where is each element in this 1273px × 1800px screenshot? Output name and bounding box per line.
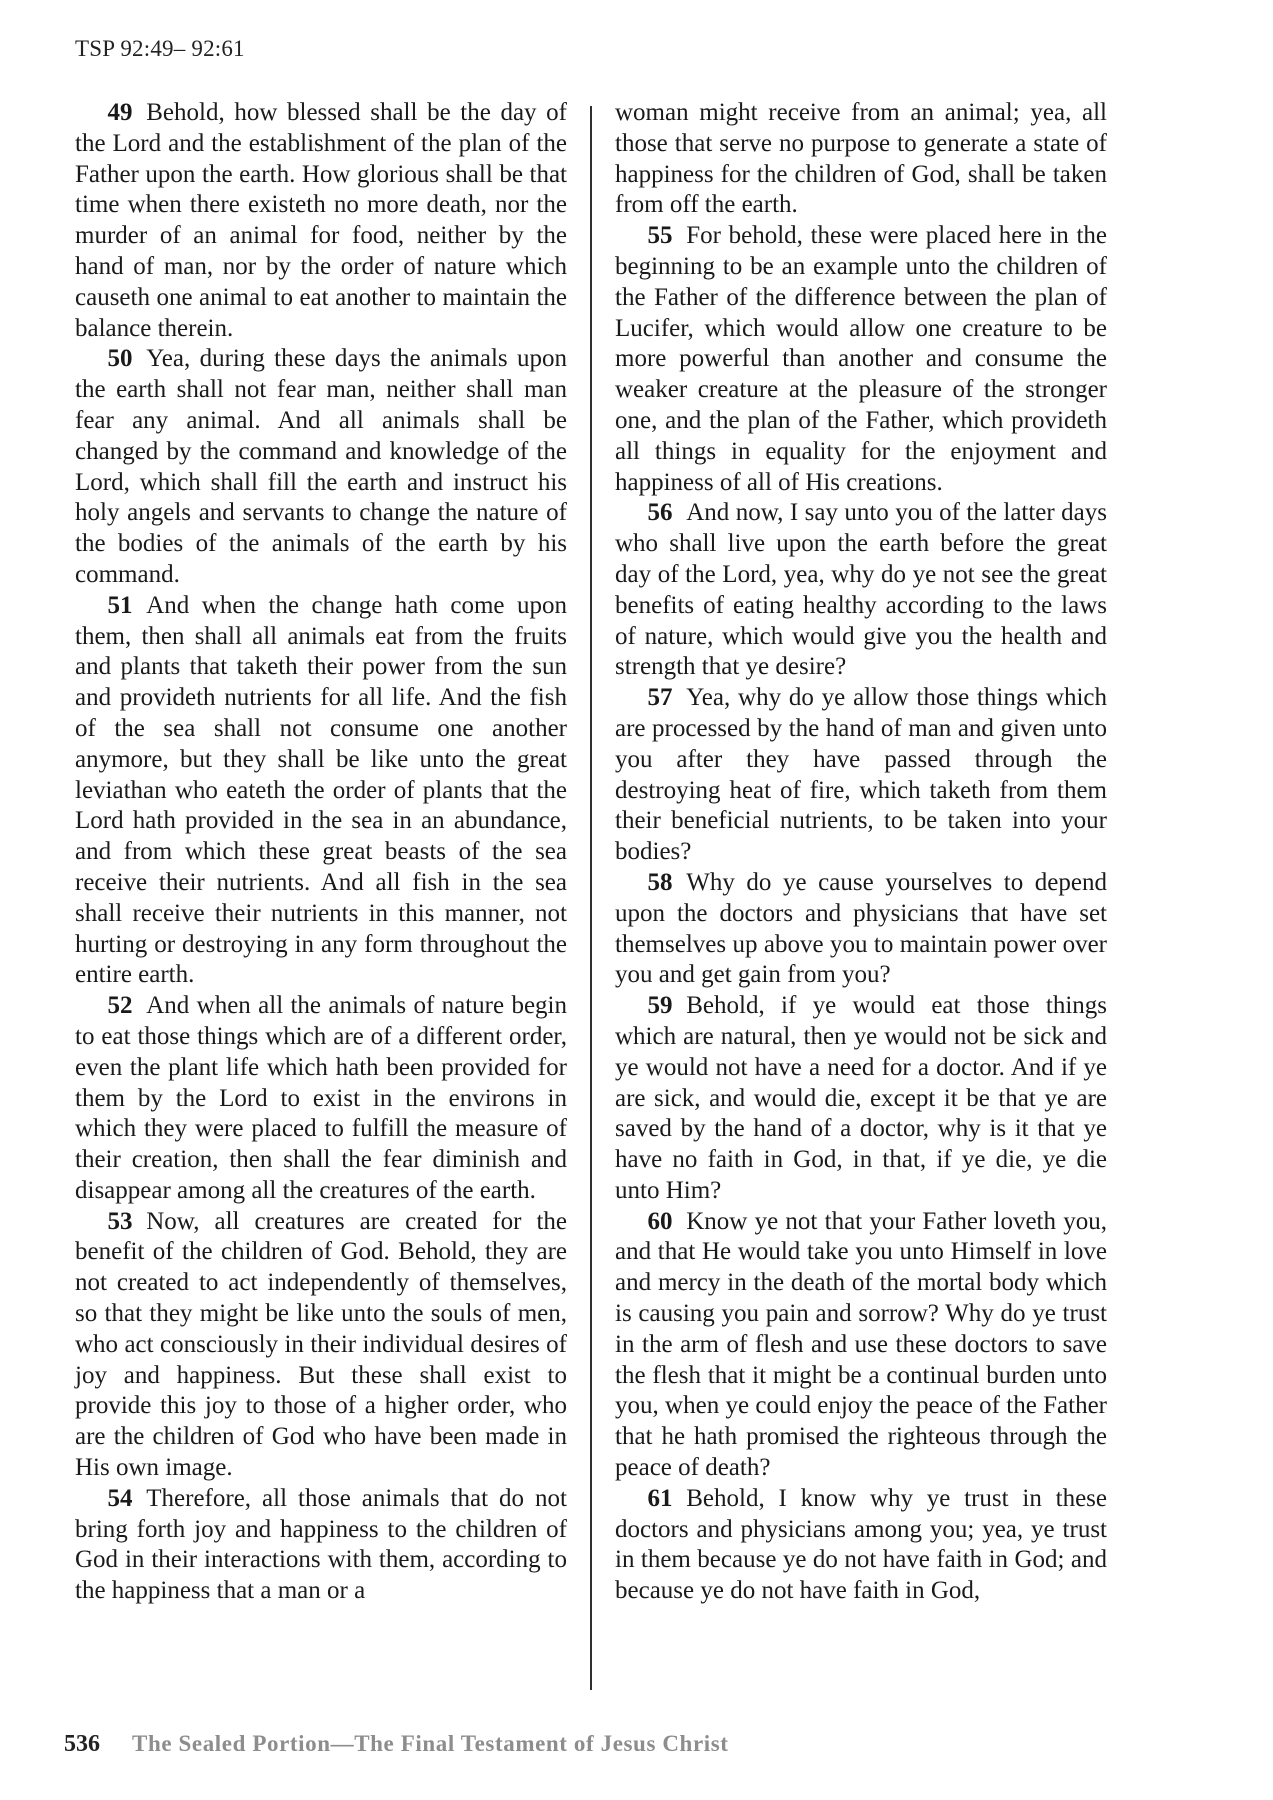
verse-text: Yea, during these days the animals upon the earth shall not fear man, neither shall man fear any animal. And all animals shall be changed by the command and knowledge of the Lord, which shall fill the earth and instruct his holy angels and servants to change the nature of the bodies of the animals of the earth by his command. [75,345,567,588]
verse-text: Behold, how blessed shall be the day of the Lord and the establishment of the plan of the Father upon the earth. How glorious shall be that time when there existeth no more death, nor the murder of an animal for food, neither by the hand of man, nor by the order of nature which causeth one animal to eat another to maintain the balance therein. [75,99,567,342]
verse-number: 51 [107,591,133,619]
column-divider-rule [590,106,592,1690]
verse-number: 49 [107,99,133,126]
verse-number: 54 [107,1484,133,1512]
verse-text: Know ye not that your Father loveth you, and that He would take you unto Himself in love and mercy in the death of the mortal body which is causing you pain and sorrow? Why do ye trust in the arm of flesh and use these doctors to save the flesh that it might be a continual burden unto you, when ye could enjoy the peace of the Father that he hath promised the righteous through the peace of death? [615,1207,1107,1482]
text-columns [75,98,1109,1690]
page-number: 536 [64,1731,100,1757]
verse-paragraph [615,683,1107,868]
verse-paragraph [75,98,567,344]
verse-paragraph [615,1207,1107,1484]
verse-number: 58 [647,868,673,896]
verse-paragraph [615,98,1107,221]
verse-paragraph [615,1484,1107,1607]
verse-text: woman might receive from an animal; yea, all those that serve no purpose to generate a state of happiness for the children of God, shall be taken from off the earth. [615,99,1107,219]
verse-number: 55 [647,222,673,250]
verse-text: Why do ye cause yourselves to depend upon the doctors and physicians that have set themselves up above you to maintain power over you and get gain from you? [615,868,1107,989]
verse-text: Behold, I know why ye trust in these doctors and physicians among you; yea, ye trust in them because ye do not have faith in God; and because ye do not have faith in God, [615,1484,1107,1605]
verse-number: 60 [647,1207,673,1235]
verse-number: 57 [647,684,673,712]
verse-text: And when the change hath come upon them, then shall all animals eat from the fruits and plants that taketh their power from the sun and provideth nutrients for all life. And the fish of the sea shall not consume one another anymore, but they shall be like unto the great leviathan who eateth the order of plants that the Lord hath provided in the sea in an abundance, and from which these great beasts of the sea receive their nutrients. And all fish in the sea shall receive their nutrients in this manner, not hurting or destroying in any form throughout the entire earth. [75,591,567,989]
text-column-right [615,98,1107,1607]
verse-text: Yea, why do ye allow those things which are processed by the hand of man and given unto you after they have passed through the destroying heat of fire, which taketh from them their beneficial nutrients, to be taken into your bodies? [615,684,1107,866]
running-header: TSP 92:49– 92:61 [75,36,245,61]
page-footer [64,1731,729,1758]
verse-number: 53 [107,1207,133,1235]
verse-paragraph [615,868,1107,991]
verse-text: Behold, if ye would eat those things which are natural, then ye would not be sick and ye would not have a need for a doctor. And if ye are sick, and would die, except it be that ye are saved by the hand of a doctor, why is it that ye have no faith in God, in that, if ye die, ye die unto Him? [615,992,1107,1204]
verse-text: And now, I say unto you of the latter days who shall live upon the earth before the great day of the Lord, yea, why do ye not see the great benefits of eating healthy according to the laws of nature, which would give you the health and strength that ye desire? [615,499,1107,681]
verse-paragraph [615,221,1107,498]
verse-number: 50 [107,345,133,373]
verse-paragraph [615,991,1107,1207]
verse-paragraph [75,344,567,590]
book-title: The Sealed Portion—The Final Testament of Jesus Christ [132,1731,729,1756]
verse-text: And when all the animals of nature begin to eat those things which are of a different order, even the plant life which hath been provided for them by the Lord to exist in the environs in which they were placed to fulfill the measure of their creation, then shall the fear diminish and disappear among all the creatures of the earth. [75,992,567,1204]
verse-paragraph [75,1484,567,1607]
verse-paragraph [75,991,567,1207]
verse-text: Therefore, all those animals that do not bring forth joy and happiness to the children of God in their interactions with them, according to the happiness that a man or a [75,1484,567,1605]
verse-paragraph [615,498,1107,683]
text-column-left [75,98,567,1607]
verse-paragraph [75,1207,567,1484]
verse-text: Now, all creatures are created for the benefit of the children of God. Behold, they are not created to act independently of themselves, so that they might be like unto the souls of men, who act consciously in their individual desires of joy and happiness. But these shall exist to provide this joy to those of a higher order, who are the children of God who have been made in His own image. [75,1207,567,1482]
verse-number: 52 [107,992,133,1020]
verse-text: For behold, these were placed here in the beginning to be an example unto the children of the Father of the difference between the plan of Lucifer, which would allow one creature to be more powerful than another and consume the weaker creature at the pleasure of the stronger one, and the plan of the Father, which provideth all things in equality for the enjoyment and happiness of all of His creations. [615,222,1107,496]
verse-paragraph [75,591,567,991]
verse-number: 61 [647,1484,673,1512]
verse-number: 59 [647,992,673,1020]
verse-number: 56 [647,499,673,527]
